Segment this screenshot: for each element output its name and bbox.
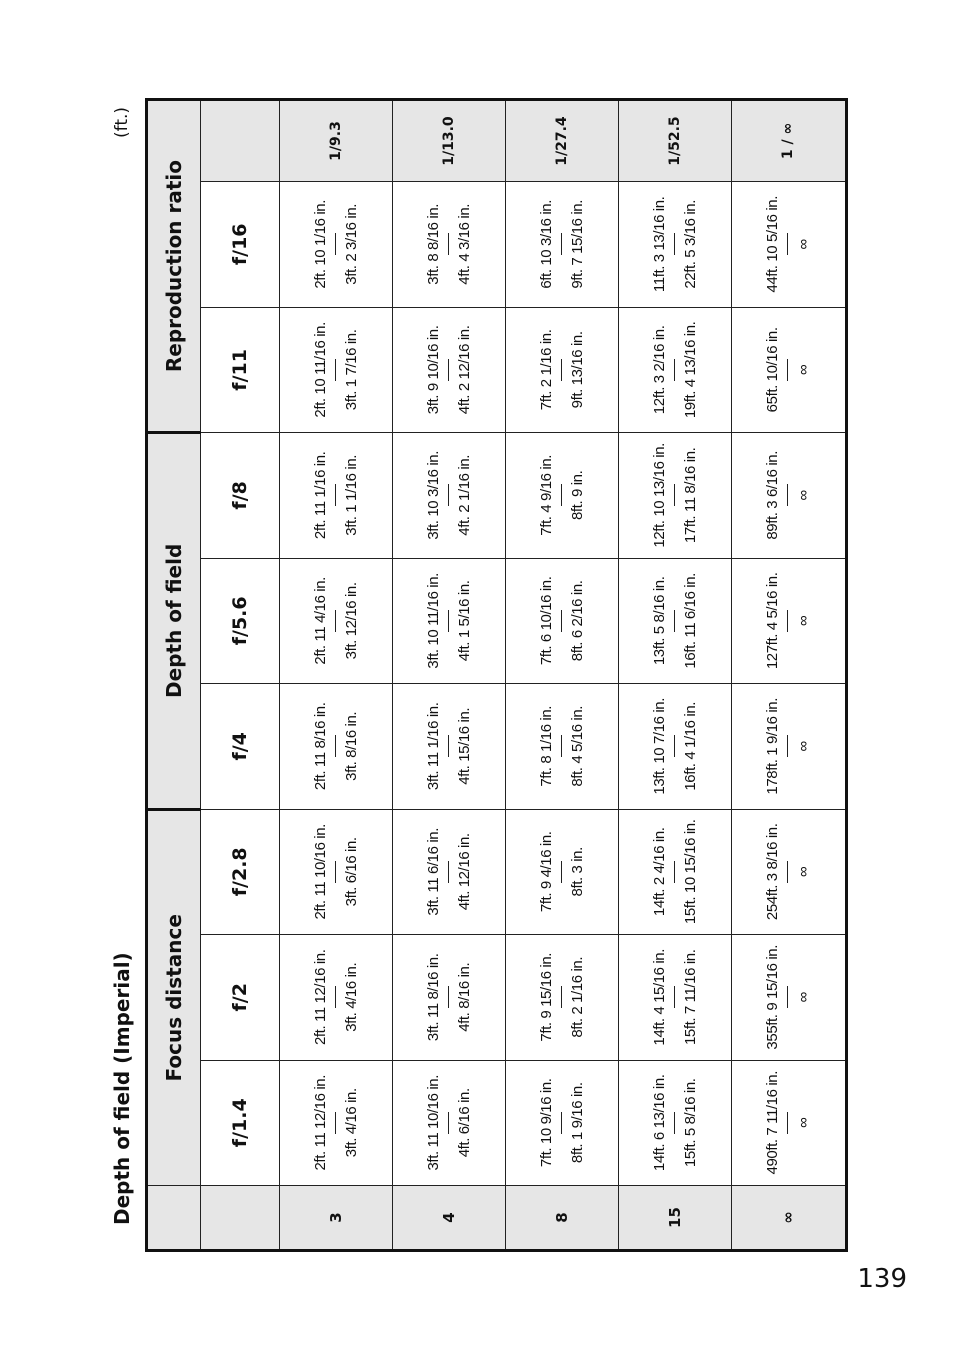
unit-label: (ft.) xyxy=(112,106,132,138)
range-dash xyxy=(781,684,795,808)
far-limit: 4ft. 4 3/16 in. xyxy=(455,203,473,285)
range-dash xyxy=(555,308,569,432)
range-dash xyxy=(668,182,682,307)
range-dash xyxy=(442,433,456,557)
near-limit: 7ft. 8 1/16 in. xyxy=(537,705,555,787)
range-dash xyxy=(668,1061,682,1185)
far-limit: 3ft. 4/16 in. xyxy=(342,1088,360,1158)
header-corner xyxy=(147,1186,201,1251)
dof-cell xyxy=(618,1060,731,1185)
dof-cell xyxy=(618,684,731,809)
dof-cell xyxy=(280,809,393,934)
far-limit: 22ft. 5 3/16 in. xyxy=(681,199,699,289)
near-limit: 3ft. 8 8/16 in. xyxy=(424,203,442,285)
range-dash xyxy=(781,433,795,557)
near-limit: 490ft. 7 11/16 in. xyxy=(764,1071,782,1175)
range-dash xyxy=(668,810,682,934)
table-row xyxy=(731,100,846,1251)
dof-cell xyxy=(731,558,846,683)
near-limit: 7ft. 4 9/16 in. xyxy=(537,454,555,536)
range-dash xyxy=(781,935,795,1059)
near-limit: 13ft. 5 8/16 in. xyxy=(650,576,668,666)
far-limit: 4ft. 6/16 in. xyxy=(455,1088,473,1158)
depth-of-field-table xyxy=(145,98,848,1252)
dof-cell xyxy=(731,307,846,432)
near-limit: 2ft. 11 12/16 in. xyxy=(311,949,329,1046)
focus-distance-cell: 8 xyxy=(505,1186,618,1251)
near-limit: 3ft. 11 8/16 in. xyxy=(424,953,442,1042)
range-dash xyxy=(555,1061,569,1185)
far-limit: 8ft. 1 9/16 in. xyxy=(568,1082,586,1164)
range-dash xyxy=(329,1061,343,1185)
far-limit: 16ft. 4 1/16 in. xyxy=(681,701,699,791)
range-dash xyxy=(781,308,795,432)
range-dash xyxy=(668,308,682,432)
focus-distance-cell: 3 xyxy=(280,1186,393,1251)
dof-cell xyxy=(618,433,731,558)
far-limit: 4ft. 12/16 in. xyxy=(455,833,473,911)
near-limit: 6ft. 10 3/16 in. xyxy=(537,199,555,289)
near-limit: 3ft. 10 11/16 in. xyxy=(424,573,442,669)
aperture-header: f/5.6 xyxy=(201,558,280,683)
table-body xyxy=(280,100,847,1251)
dof-cell xyxy=(392,935,505,1060)
dof-cell xyxy=(505,433,618,558)
dof-cell xyxy=(731,809,846,934)
reproduction-ratio-cell: 1 / ∞ xyxy=(731,100,846,182)
near-limit: 2ft. 11 1/16 in. xyxy=(311,451,329,540)
dof-cell xyxy=(731,182,846,308)
page-number: 139 xyxy=(857,1264,907,1294)
range-dash xyxy=(329,935,343,1059)
range-dash xyxy=(329,559,343,683)
far-limit: 8ft. 3 in. xyxy=(568,847,586,897)
range-dash xyxy=(781,1061,795,1185)
range-dash xyxy=(781,182,795,307)
near-limit: 2ft. 11 12/16 in. xyxy=(311,1075,329,1171)
far-limit: 3ft. 6/16 in. xyxy=(342,837,360,907)
near-limit: 89ft. 3 6/16 in. xyxy=(764,451,782,540)
near-limit: 13ft. 10 7/16 in. xyxy=(650,698,668,795)
far-limit: 8ft. 4 5/16 in. xyxy=(568,705,586,787)
aperture-header: f/1.4 xyxy=(201,1060,280,1185)
far-limit: ∞ xyxy=(795,992,813,1003)
near-limit: 2ft. 11 4/16 in. xyxy=(311,577,329,665)
far-limit: 9ft. 13/16 in. xyxy=(568,331,586,409)
dof-cell xyxy=(731,935,846,1060)
header-depth-of-field: Depth of field xyxy=(147,433,201,809)
range-dash xyxy=(442,810,456,934)
near-limit: 254ft. 3 8/16 in. xyxy=(764,823,782,921)
range-dash xyxy=(329,433,343,557)
near-limit: 7ft. 9 4/16 in. xyxy=(537,831,555,913)
near-limit: 3ft. 9 10/16 in. xyxy=(424,325,442,415)
far-limit: 17ft. 11 8/16 in. xyxy=(681,447,699,544)
range-dash xyxy=(442,308,456,432)
far-limit: 4ft. 1 5/16 in. xyxy=(455,580,473,662)
far-limit: 3ft. 2 3/16 in. xyxy=(342,203,360,285)
dof-cell xyxy=(505,1060,618,1185)
header-corner-lower xyxy=(201,1186,280,1251)
range-dash xyxy=(329,684,343,808)
dof-cell xyxy=(618,182,731,308)
near-limit: 2ft. 10 11/16 in. xyxy=(311,322,329,418)
far-limit: ∞ xyxy=(795,866,813,877)
range-dash xyxy=(668,935,682,1059)
near-limit: 3ft. 11 10/16 in. xyxy=(424,1075,442,1171)
range-dash xyxy=(329,308,343,432)
header-focus-distance: Focus distance xyxy=(147,809,201,1185)
near-limit: 12ft. 10 13/16 in. xyxy=(650,443,668,548)
far-limit: 3ft. 8/16 in. xyxy=(342,711,360,781)
far-limit: 3ft. 12/16 in. xyxy=(342,582,360,660)
dof-cell xyxy=(280,433,393,558)
dof-cell xyxy=(505,684,618,809)
range-dash xyxy=(329,810,343,934)
dof-cell xyxy=(392,558,505,683)
near-limit: 7ft. 6 10/16 in. xyxy=(537,576,555,666)
far-limit: 3ft. 1 7/16 in. xyxy=(342,329,360,411)
table-row xyxy=(505,100,618,1251)
range-dash xyxy=(555,433,569,557)
dof-cell xyxy=(392,433,505,558)
far-limit: 15ft. 7 11/16 in. xyxy=(681,949,699,1046)
range-dash xyxy=(668,559,682,683)
header-corner-ratio xyxy=(201,100,280,182)
aperture-header: f/8 xyxy=(201,433,280,558)
far-limit: ∞ xyxy=(795,741,813,752)
range-dash xyxy=(781,559,795,683)
dof-cell xyxy=(731,684,846,809)
near-limit: 7ft. 2 1/16 in. xyxy=(537,329,555,411)
dof-cell xyxy=(280,1060,393,1185)
dof-cell xyxy=(505,809,618,934)
aperture-header: f/4 xyxy=(201,684,280,809)
far-limit: 8ft. 2 1/16 in. xyxy=(568,956,586,1038)
aperture-header: f/11 xyxy=(201,307,280,432)
reproduction-ratio-cell: 1/52.5 xyxy=(618,100,731,182)
range-dash xyxy=(668,433,682,557)
range-dash xyxy=(781,810,795,934)
dof-cell xyxy=(392,809,505,934)
range-dash xyxy=(555,935,569,1059)
dof-cell xyxy=(618,558,731,683)
near-limit: 11ft. 3 13/16 in. xyxy=(650,196,668,293)
near-limit: 2ft. 11 8/16 in. xyxy=(311,702,329,791)
far-limit: 4ft. 15/16 in. xyxy=(455,707,473,785)
dof-cell xyxy=(731,1060,846,1185)
far-limit: 16ft. 11 6/16 in. xyxy=(681,573,699,669)
far-limit: 3ft. 1 1/16 in. xyxy=(342,454,360,536)
focus-distance-cell: 15 xyxy=(618,1186,731,1251)
range-dash xyxy=(555,684,569,808)
reproduction-ratio-cell: 1/9.3 xyxy=(280,100,393,182)
far-limit: 15ft. 10 15/16 in. xyxy=(681,819,699,925)
dof-cell xyxy=(280,935,393,1060)
range-dash xyxy=(442,182,456,307)
far-limit: 4ft. 2 12/16 in. xyxy=(455,325,473,415)
dof-cell xyxy=(280,307,393,432)
range-dash xyxy=(668,684,682,808)
range-dash xyxy=(442,559,456,683)
near-limit: 355ft. 9 15/16 in. xyxy=(764,945,782,1050)
far-limit: ∞ xyxy=(795,239,813,250)
dof-cell xyxy=(392,182,505,308)
dof-cell xyxy=(618,935,731,1060)
dof-cell xyxy=(618,307,731,432)
near-limit: 65ft. 10/16 in. xyxy=(764,327,782,413)
aperture-header: f/16 xyxy=(201,182,280,308)
near-limit: 127ft. 4 5/16 in. xyxy=(764,572,782,670)
table-row xyxy=(280,100,393,1251)
reproduction-ratio-cell: 1/27.4 xyxy=(505,100,618,182)
dof-cell xyxy=(505,307,618,432)
far-limit: 4ft. 8/16 in. xyxy=(455,962,473,1032)
dof-cell xyxy=(280,684,393,809)
near-limit: 14ft. 6 13/16 in. xyxy=(650,1074,668,1172)
dof-cell xyxy=(505,935,618,1060)
dof-cell xyxy=(505,182,618,308)
far-limit: 15ft. 5 8/16 in. xyxy=(681,1078,699,1168)
range-dash xyxy=(442,935,456,1059)
near-limit: 2ft. 10 1/16 in. xyxy=(311,199,329,289)
dof-cell xyxy=(731,433,846,558)
far-limit: 8ft. 9 in. xyxy=(568,470,586,521)
far-limit: 9ft. 7 15/16 in. xyxy=(568,199,586,289)
far-limit: ∞ xyxy=(795,615,813,626)
focus-distance-cell: ∞ xyxy=(731,1186,846,1251)
near-limit: 3ft. 10 3/16 in. xyxy=(424,451,442,540)
dof-cell xyxy=(280,558,393,683)
dof-cell xyxy=(392,1060,505,1185)
near-limit: 7ft. 10 9/16 in. xyxy=(537,1078,555,1168)
dof-cell xyxy=(280,182,393,308)
table-row xyxy=(392,100,505,1251)
aperture-header: f/2.8 xyxy=(201,809,280,934)
far-limit: ∞ xyxy=(795,1117,813,1128)
dof-cell xyxy=(618,809,731,934)
range-dash xyxy=(555,810,569,934)
far-limit: ∞ xyxy=(795,364,813,375)
near-limit: 7ft. 9 15/16 in. xyxy=(537,952,555,1042)
near-limit: 3ft. 11 6/16 in. xyxy=(424,828,442,916)
header-reproduction-ratio: Reproduction ratio xyxy=(147,100,201,433)
near-limit: 3ft. 11 1/16 in. xyxy=(424,702,442,791)
far-limit: 3ft. 4/16 in. xyxy=(342,962,360,1032)
near-limit: 14ft. 2 4/16 in. xyxy=(650,827,668,917)
far-limit: 4ft. 2 1/16 in. xyxy=(455,454,473,536)
page-title: Depth of field (Imperial) xyxy=(110,952,134,1225)
aperture-header: f/2 xyxy=(201,935,280,1060)
focus-distance-cell: 4 xyxy=(392,1186,505,1251)
range-dash xyxy=(555,559,569,683)
far-limit: ∞ xyxy=(795,490,813,501)
near-limit: 44ft. 10 5/16 in. xyxy=(764,196,782,293)
far-limit: 8ft. 6 2/16 in. xyxy=(568,580,586,662)
range-dash xyxy=(442,1061,456,1185)
range-dash xyxy=(442,684,456,808)
range-dash xyxy=(329,182,343,307)
depth-of-field-table-wrapper xyxy=(145,98,848,1252)
dof-cell xyxy=(505,558,618,683)
near-limit: 178ft. 1 9/16 in. xyxy=(764,698,782,795)
range-dash xyxy=(555,182,569,307)
dof-cell xyxy=(392,307,505,432)
near-limit: 2ft. 11 10/16 in. xyxy=(311,824,329,920)
dof-cell xyxy=(392,684,505,809)
far-limit: 19ft. 4 13/16 in. xyxy=(681,321,699,419)
near-limit: 14ft. 4 15/16 in. xyxy=(650,948,668,1046)
reproduction-ratio-cell: 1/13.0 xyxy=(392,100,505,182)
table-row xyxy=(618,100,731,1251)
near-limit: 12ft. 3 2/16 in. xyxy=(650,325,668,415)
